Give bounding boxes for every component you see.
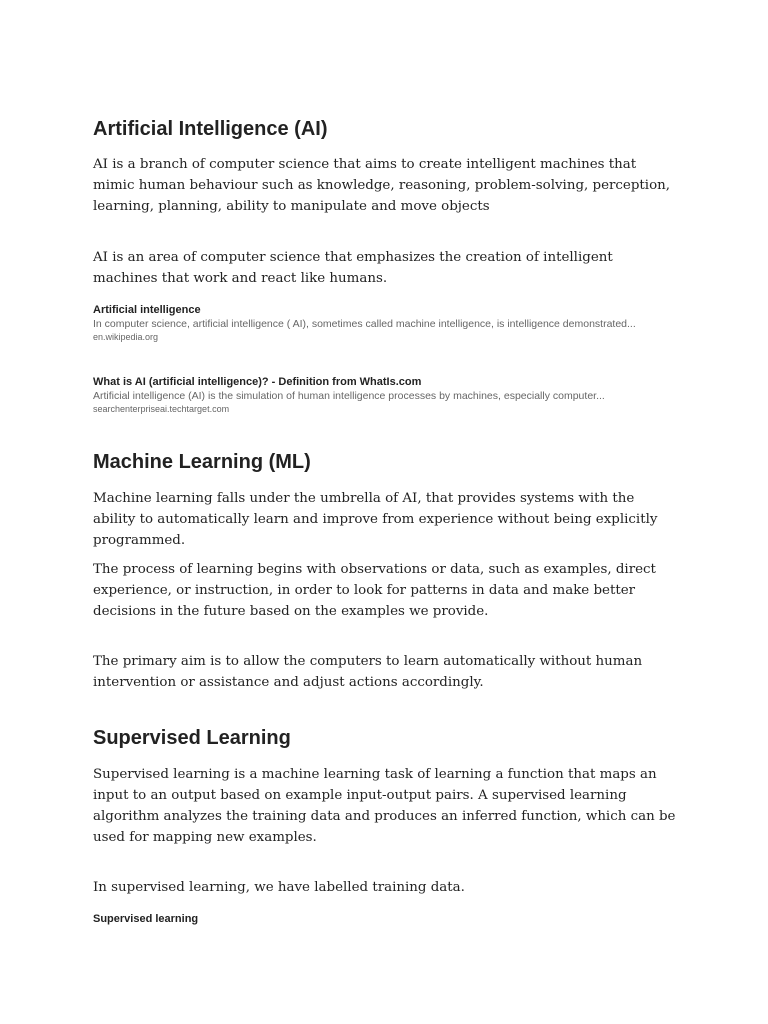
reference-domain: searchenterpriseai.techtarget.com <box>93 404 230 414</box>
paragraph-ml-process: The process of learning begins with observations or data, such as examples, direct experience, or instruction, in order to look for patterns in data and make better decisions in the future based on the examples we provide. <box>93 562 656 619</box>
reference-title[interactable]: Supervised learning <box>93 913 199 925</box>
reference-card-wikipedia[interactable] <box>93 303 683 344</box>
reference-snippet: Artificial intelligence (AI) is the simulation of human intelligence processes by machines, especially computer... <box>93 390 605 402</box>
reference-snippet: In computer science, artificial intelligence ( AI), sometimes called machine intelligence, is intelligence demonstrated... <box>93 318 636 330</box>
reference-card-techtarget[interactable] <box>93 375 683 416</box>
reference-title[interactable]: Artificial intelligence <box>93 304 201 316</box>
paragraph-ml-definition: Machine learning falls under the umbrella of AI, that provides systems with the ability to automatically learn and improve from experience without being explicitly programmed. <box>93 491 658 548</box>
heading-artificial-intelligence: Artificial Intelligence (AI) <box>93 118 328 140</box>
paragraph-supervised-definition: Supervised learning is a machine learning task of learning a function that maps an input to an output based on example input-output pairs. A supervised learning algorithm analyzes the training data and produces an inferred function, which can be used for mapping new examples. <box>93 767 676 845</box>
reference-title[interactable]: What is AI (artificial intelligence)? - Definition from WhatIs.com <box>93 376 422 388</box>
reference-card-supervised[interactable] <box>93 912 683 926</box>
paragraph-ai-definition: AI is a branch of computer science that aims to create intelligent machines that mimic human behaviour such as knowledge, reasoning, problem-solving, perception, learning, planning, ability to manipulate and move objects <box>93 157 671 214</box>
heading-machine-learning: Machine Learning (ML) <box>93 451 311 473</box>
paragraph-ml-aim: The primary aim is to allow the computers to learn automatically without human intervention or assistance and adjust actions accordingly. <box>93 654 643 690</box>
reference-domain: en.wikipedia.org <box>93 332 159 342</box>
paragraph-ai-area: AI is an area of computer science that emphasizes the creation of intelligent machines that work and react like humans. <box>93 250 613 286</box>
heading-supervised-learning: Supervised Learning <box>93 727 291 749</box>
paragraph-supervised-labelled: In supervised learning, we have labelled training data. <box>93 880 465 895</box>
